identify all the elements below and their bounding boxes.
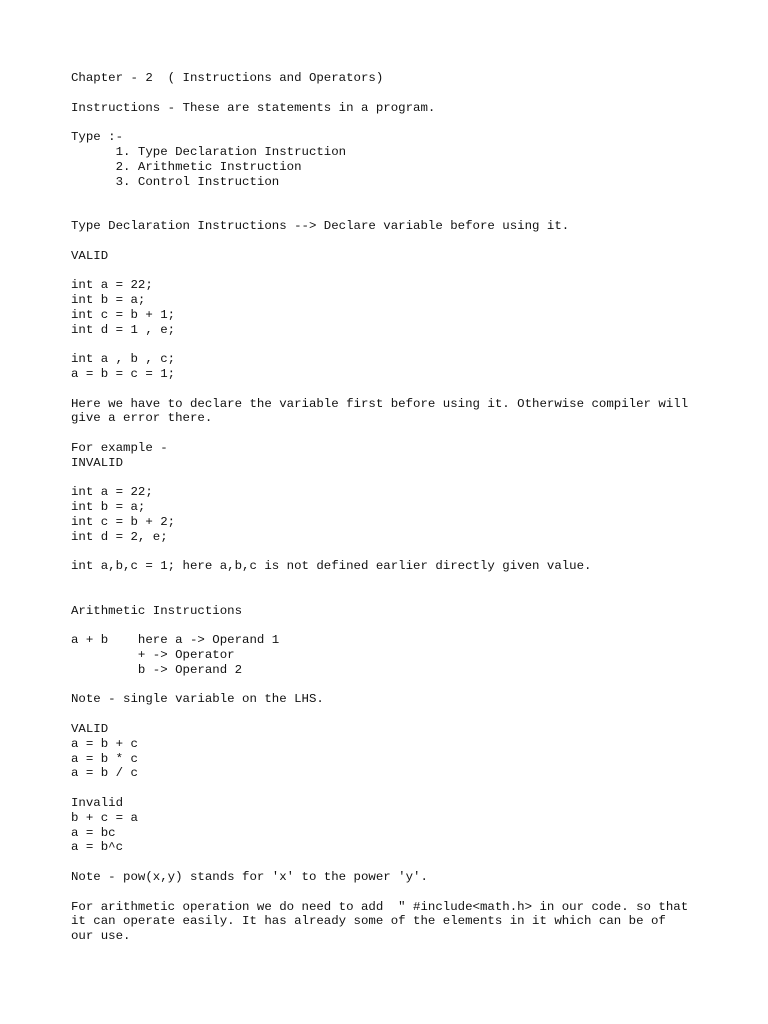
text-line bbox=[71, 574, 731, 589]
text-line bbox=[71, 781, 731, 796]
text-line: a = b / c bbox=[71, 766, 138, 781]
text-line bbox=[71, 382, 731, 397]
text-line: Invalid bbox=[71, 796, 124, 811]
text-line bbox=[71, 426, 731, 441]
text-line: 3. Control Instruction bbox=[71, 174, 280, 189]
text-line bbox=[71, 234, 731, 249]
text-line: Note - single variable on the LHS. bbox=[71, 692, 324, 707]
text-line: int a , b , c; bbox=[71, 352, 176, 367]
text-line: a = b^c bbox=[71, 840, 124, 855]
text-line: For arithmetic operation we do need to add " #include<math.h> in our code. so that bbox=[71, 899, 689, 914]
text-line: int c = b + 1; bbox=[71, 307, 176, 322]
text-line: a = b + c bbox=[71, 736, 138, 751]
text-line: + -> Operator bbox=[71, 648, 235, 663]
text-line: b -> Operand 2 bbox=[71, 662, 243, 677]
text-line bbox=[71, 471, 731, 486]
text-line: int a = 22; bbox=[71, 278, 153, 293]
text-line: For example - bbox=[71, 440, 168, 455]
text-line bbox=[71, 115, 731, 130]
text-line: int d = 1 , e; bbox=[71, 322, 176, 337]
text-line: 1. Type Declaration Instruction bbox=[71, 144, 347, 159]
text-line: our use. bbox=[71, 929, 131, 944]
text-line bbox=[71, 707, 731, 722]
text-line: give a error there. bbox=[71, 411, 213, 426]
text-line: Type :- bbox=[71, 130, 124, 145]
text-line: VALID bbox=[71, 722, 109, 737]
text-line bbox=[71, 589, 731, 604]
text-line: Here we have to declare the variable first before using it. Otherwise compiler will bbox=[71, 396, 689, 411]
text-line: Note - pow(x,y) stands for 'x' to the power 'y'. bbox=[71, 870, 428, 885]
text-line: it can operate easily. It has already some of the elements in it which can be of bbox=[71, 914, 666, 929]
text-line: a + b here a -> Operand 1 bbox=[71, 633, 280, 648]
text-line: 2. Arithmetic Instruction bbox=[71, 159, 302, 174]
text-line: a = bc bbox=[71, 825, 116, 840]
text-line: int b = a; bbox=[71, 500, 146, 515]
text-line: INVALID bbox=[71, 455, 124, 470]
text-line bbox=[71, 189, 731, 204]
text-line: int a = 22; bbox=[71, 485, 153, 500]
text-line bbox=[71, 337, 731, 352]
text-line: Arithmetic Instructions bbox=[71, 603, 243, 618]
text-line bbox=[71, 618, 731, 633]
text-line: a = b * c bbox=[71, 751, 138, 766]
text-line: b + c = a bbox=[71, 810, 138, 825]
text-line: Type Declaration Instructions --> Declare variable before using it. bbox=[71, 218, 570, 233]
text-line: Instructions - These are statements in a program. bbox=[71, 100, 436, 115]
text-line: int a,b,c = 1; here a,b,c is not defined earlier directly given value. bbox=[71, 559, 592, 574]
document-text bbox=[71, 71, 731, 944]
text-line bbox=[71, 263, 731, 278]
text-line: VALID bbox=[71, 248, 109, 263]
text-line: a = b = c = 1; bbox=[71, 366, 176, 381]
text-line bbox=[71, 855, 731, 870]
text-line bbox=[71, 885, 731, 900]
text-line: int c = b + 2; bbox=[71, 514, 176, 529]
text-line bbox=[71, 545, 731, 560]
text-line: int d = 2, e; bbox=[71, 529, 168, 544]
text-line: int b = a; bbox=[71, 292, 146, 307]
text-line bbox=[71, 204, 731, 219]
text-line: Chapter - 2 ( Instructions and Operators) bbox=[71, 71, 384, 85]
text-line bbox=[71, 86, 731, 101]
text-line bbox=[71, 678, 731, 693]
